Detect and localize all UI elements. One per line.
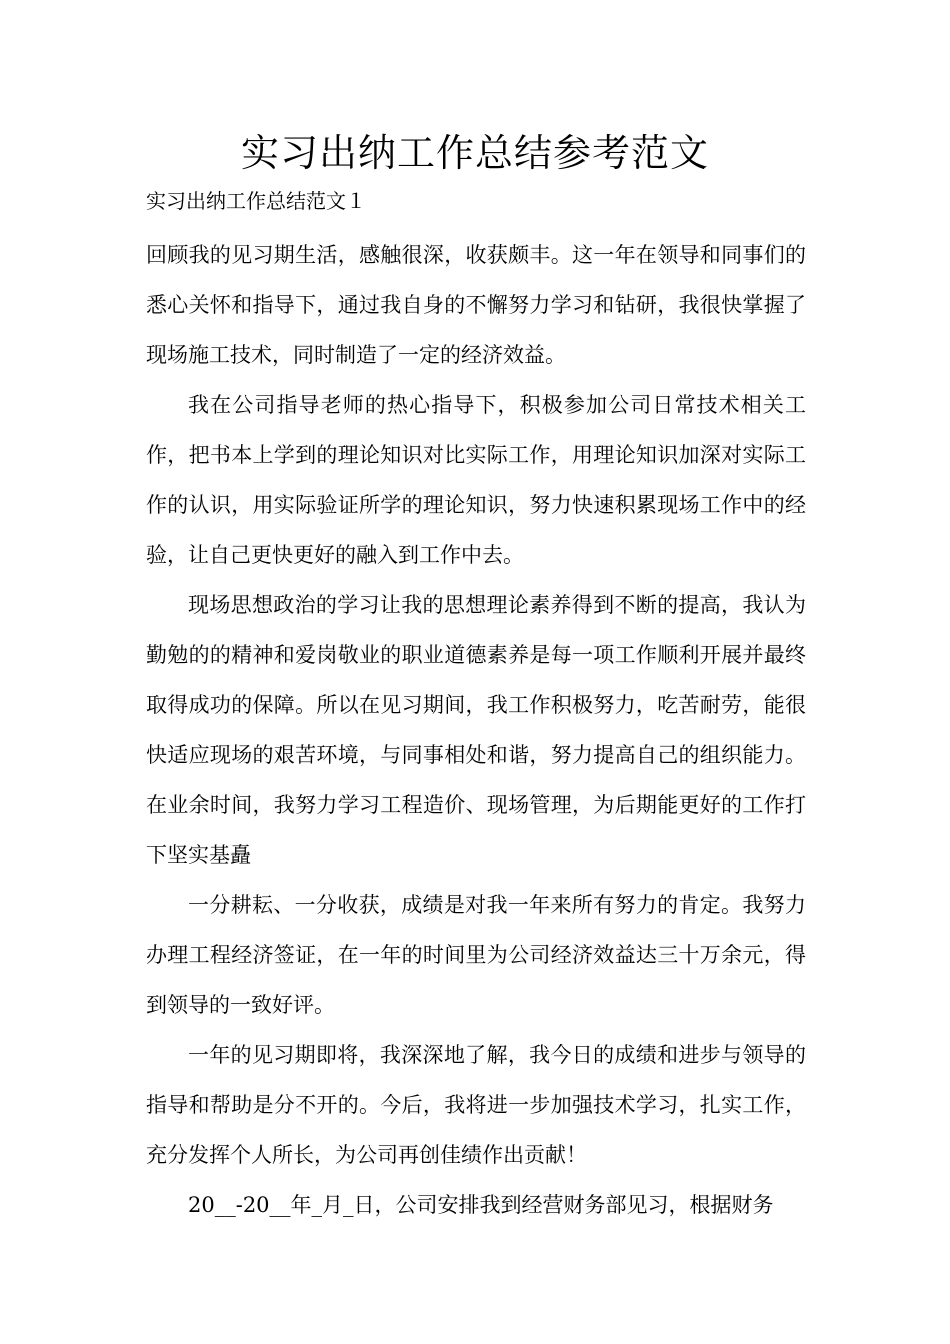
paragraph-achievement: 一分耕耘、一分收获，成绩是对我一年来所有努力的肯定。我努力办理工程经济签证，在一年的时间里为公司经济效益达三十万余元，得到领导的一致好评。 — [146, 893, 806, 1017]
document-subtitle: 实习出纳工作总结范文１ — [146, 189, 366, 213]
paragraph-guidance: 我在公司指导老师的热心指导下，积极参加公司日常技术相关工作，把书本上学到的理论知识对比实际工作，用理论知识加深对实际工作的认识，用实际验证所学的理论知识，努力快速积累现场工作中的经验，让自己更快更好的融入到工作中去。 — [146, 393, 806, 567]
document-body — [146, 230, 806, 1230]
document-title: 实习出纳工作总结参考范文 — [240, 131, 709, 175]
paragraph-outlook: 一年的见习期即将，我深深地了解，我今日的成绩和进步与领导的指导和帮助是分不开的。今后，我将进一步加强技术学习，扎实工作，充分发挥个人所长，为公司再创佳绩作出贡献！ — [146, 1043, 806, 1167]
paragraph-internship-date: 20__-20__年_月_日，公司安排我到经营财务部见习，根据财务 — [188, 1193, 774, 1217]
paragraph-review: 回顾我的见习期生活，感触很深，收获颇丰。这一年在领导和同事们的悉心关怀和指导下，通过我自身的不懈努力学习和钻研，我很快掌握了现场施工技术，同时制造了一定的经济效益。 — [146, 243, 806, 367]
paragraph-political-study: 现场思想政治的学习让我的思想理论素养得到不断的提高，我认为勤勉的的精神和爱岗敬业的职业道德素养是每一项工作顺利开展并最终取得成功的保障。所以在见习期间，我工作积极努力，吃苦耐劳，能很快适应现场的艰苦环境，与同事相处和谐，努力提高自己的组织能力。在业余时间，我努力学习工程造价、现场管理，为后期能更好的工作打下坚实基矗 — [146, 593, 806, 867]
